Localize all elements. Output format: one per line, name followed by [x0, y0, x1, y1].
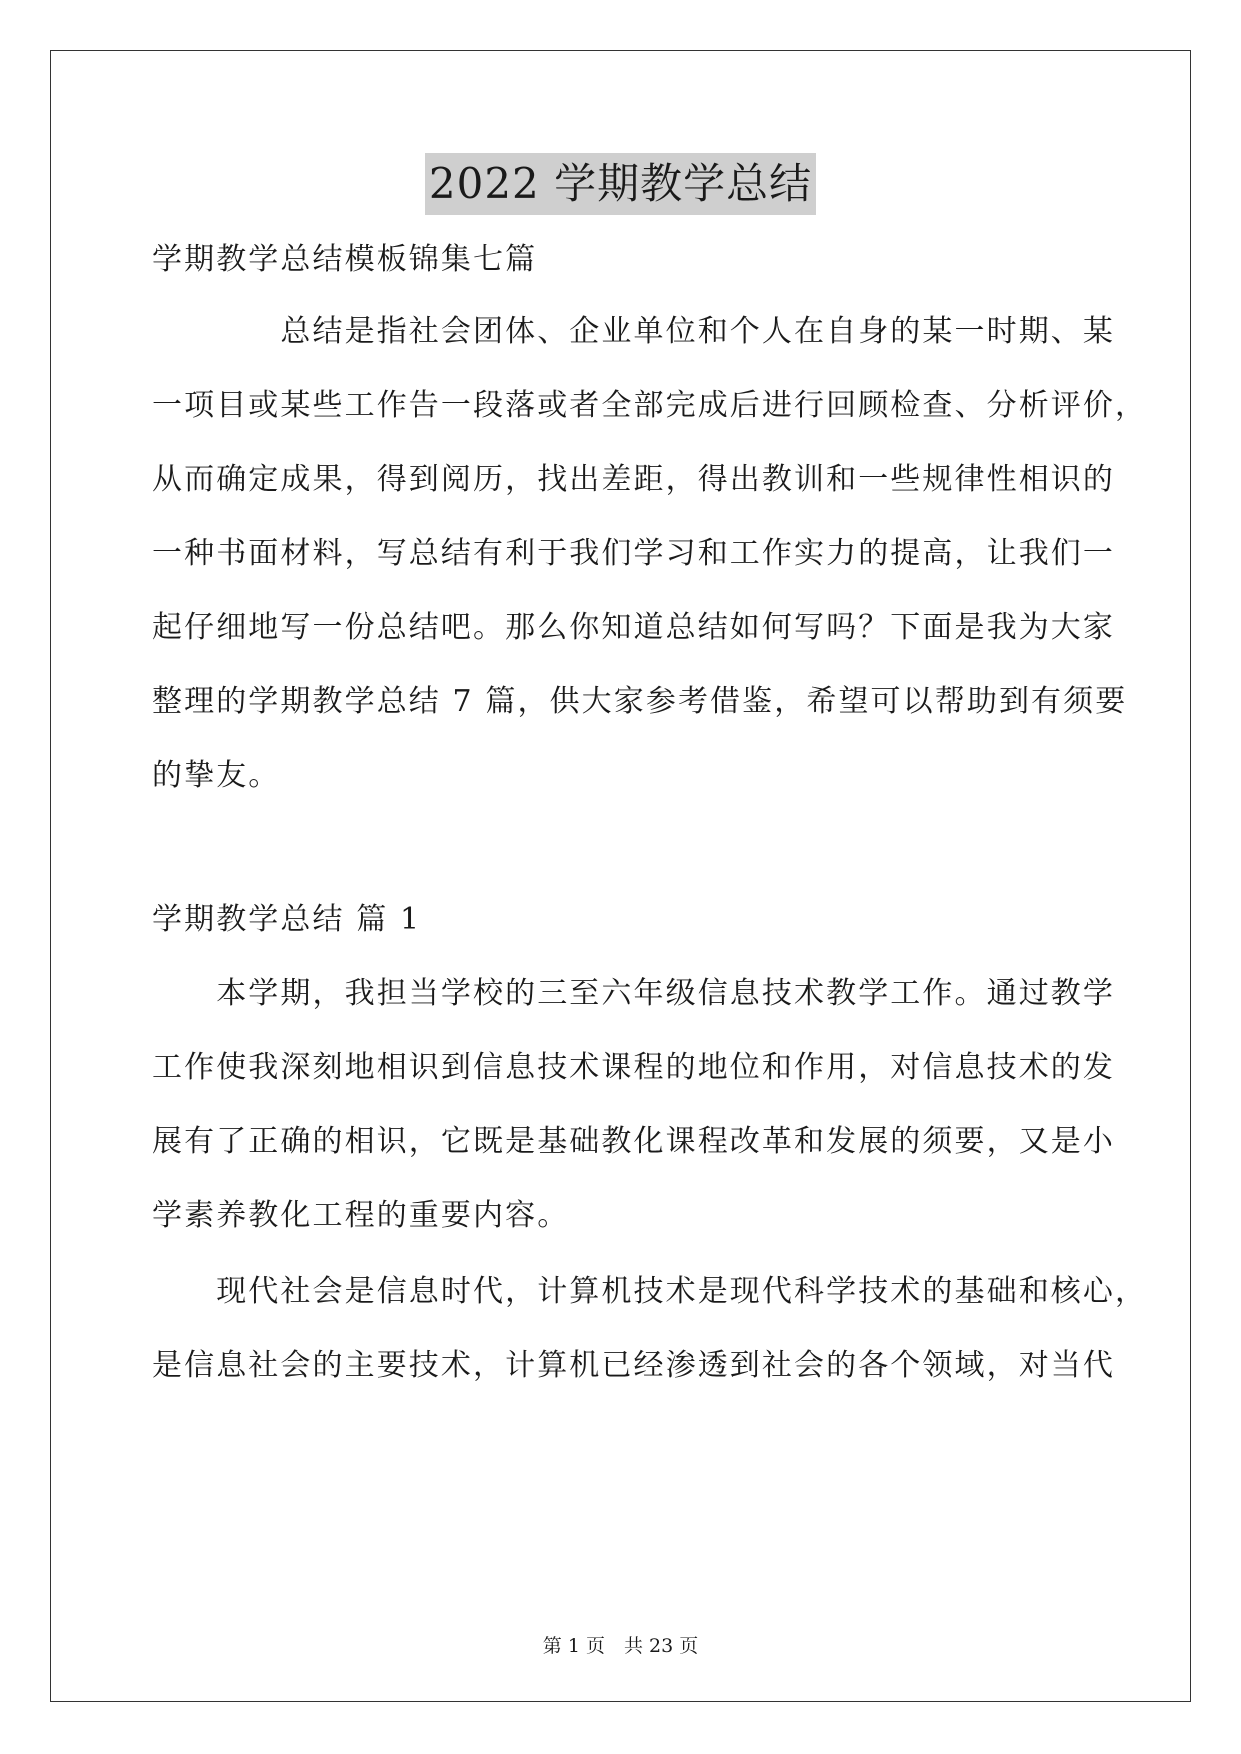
body-line: 本学期，我担当学校的三至六年级信息技术教学工作。通过教学 — [152, 976, 1115, 1011]
intro-line: 总结是指社会团体、企业单位和个人在自身的某一时期、某 — [152, 314, 1115, 349]
body-line: 现代社会是信息时代，计算机技术是现代科学技术的基础和核心， — [152, 1274, 1148, 1309]
section-heading: 学期教学总结 篇 1 — [152, 902, 422, 937]
intro-line: 起仔细地写一份总结吧。那么你知道总结如何写吗？下面是我为大家 — [152, 610, 1115, 645]
body-line: 工作使我深刻地相识到信息技术课程的地位和作用，对信息技术的发 — [152, 1050, 1115, 1085]
page-border — [50, 50, 1191, 1702]
intro-line: 一项目或某些工作告一段落或者全部完成后进行回顾检查、分析评价， — [152, 388, 1148, 423]
body-line: 是信息社会的主要技术，计算机已经渗透到社会的各个领域，对当代 — [152, 1348, 1115, 1383]
document-subtitle: 学期教学总结模板锦集七篇 — [152, 242, 538, 277]
document-title: 2022 学期教学总结 — [425, 153, 816, 215]
body-line: 学素养教化工程的重要内容。 — [152, 1198, 570, 1233]
intro-line: 一种书面材料，写总结有利于我们学习和工作实力的提高，让我们一 — [152, 536, 1115, 571]
intro-line: 的挚友。 — [152, 758, 281, 793]
intro-line: 整理的学期教学总结 7 篇，供大家参考借鉴，希望可以帮助到有须要 — [152, 684, 1128, 719]
title-container — [0, 153, 1241, 215]
body-line: 展有了正确的相识，它既是基础教化课程改革和发展的须要，又是小 — [152, 1124, 1115, 1159]
page-footer: 第 1 页 共 23 页 — [542, 1635, 699, 1657]
intro-line: 从而确定成果，得到阅历，找出差距，得出教训和一些规律性相识的 — [152, 462, 1115, 497]
